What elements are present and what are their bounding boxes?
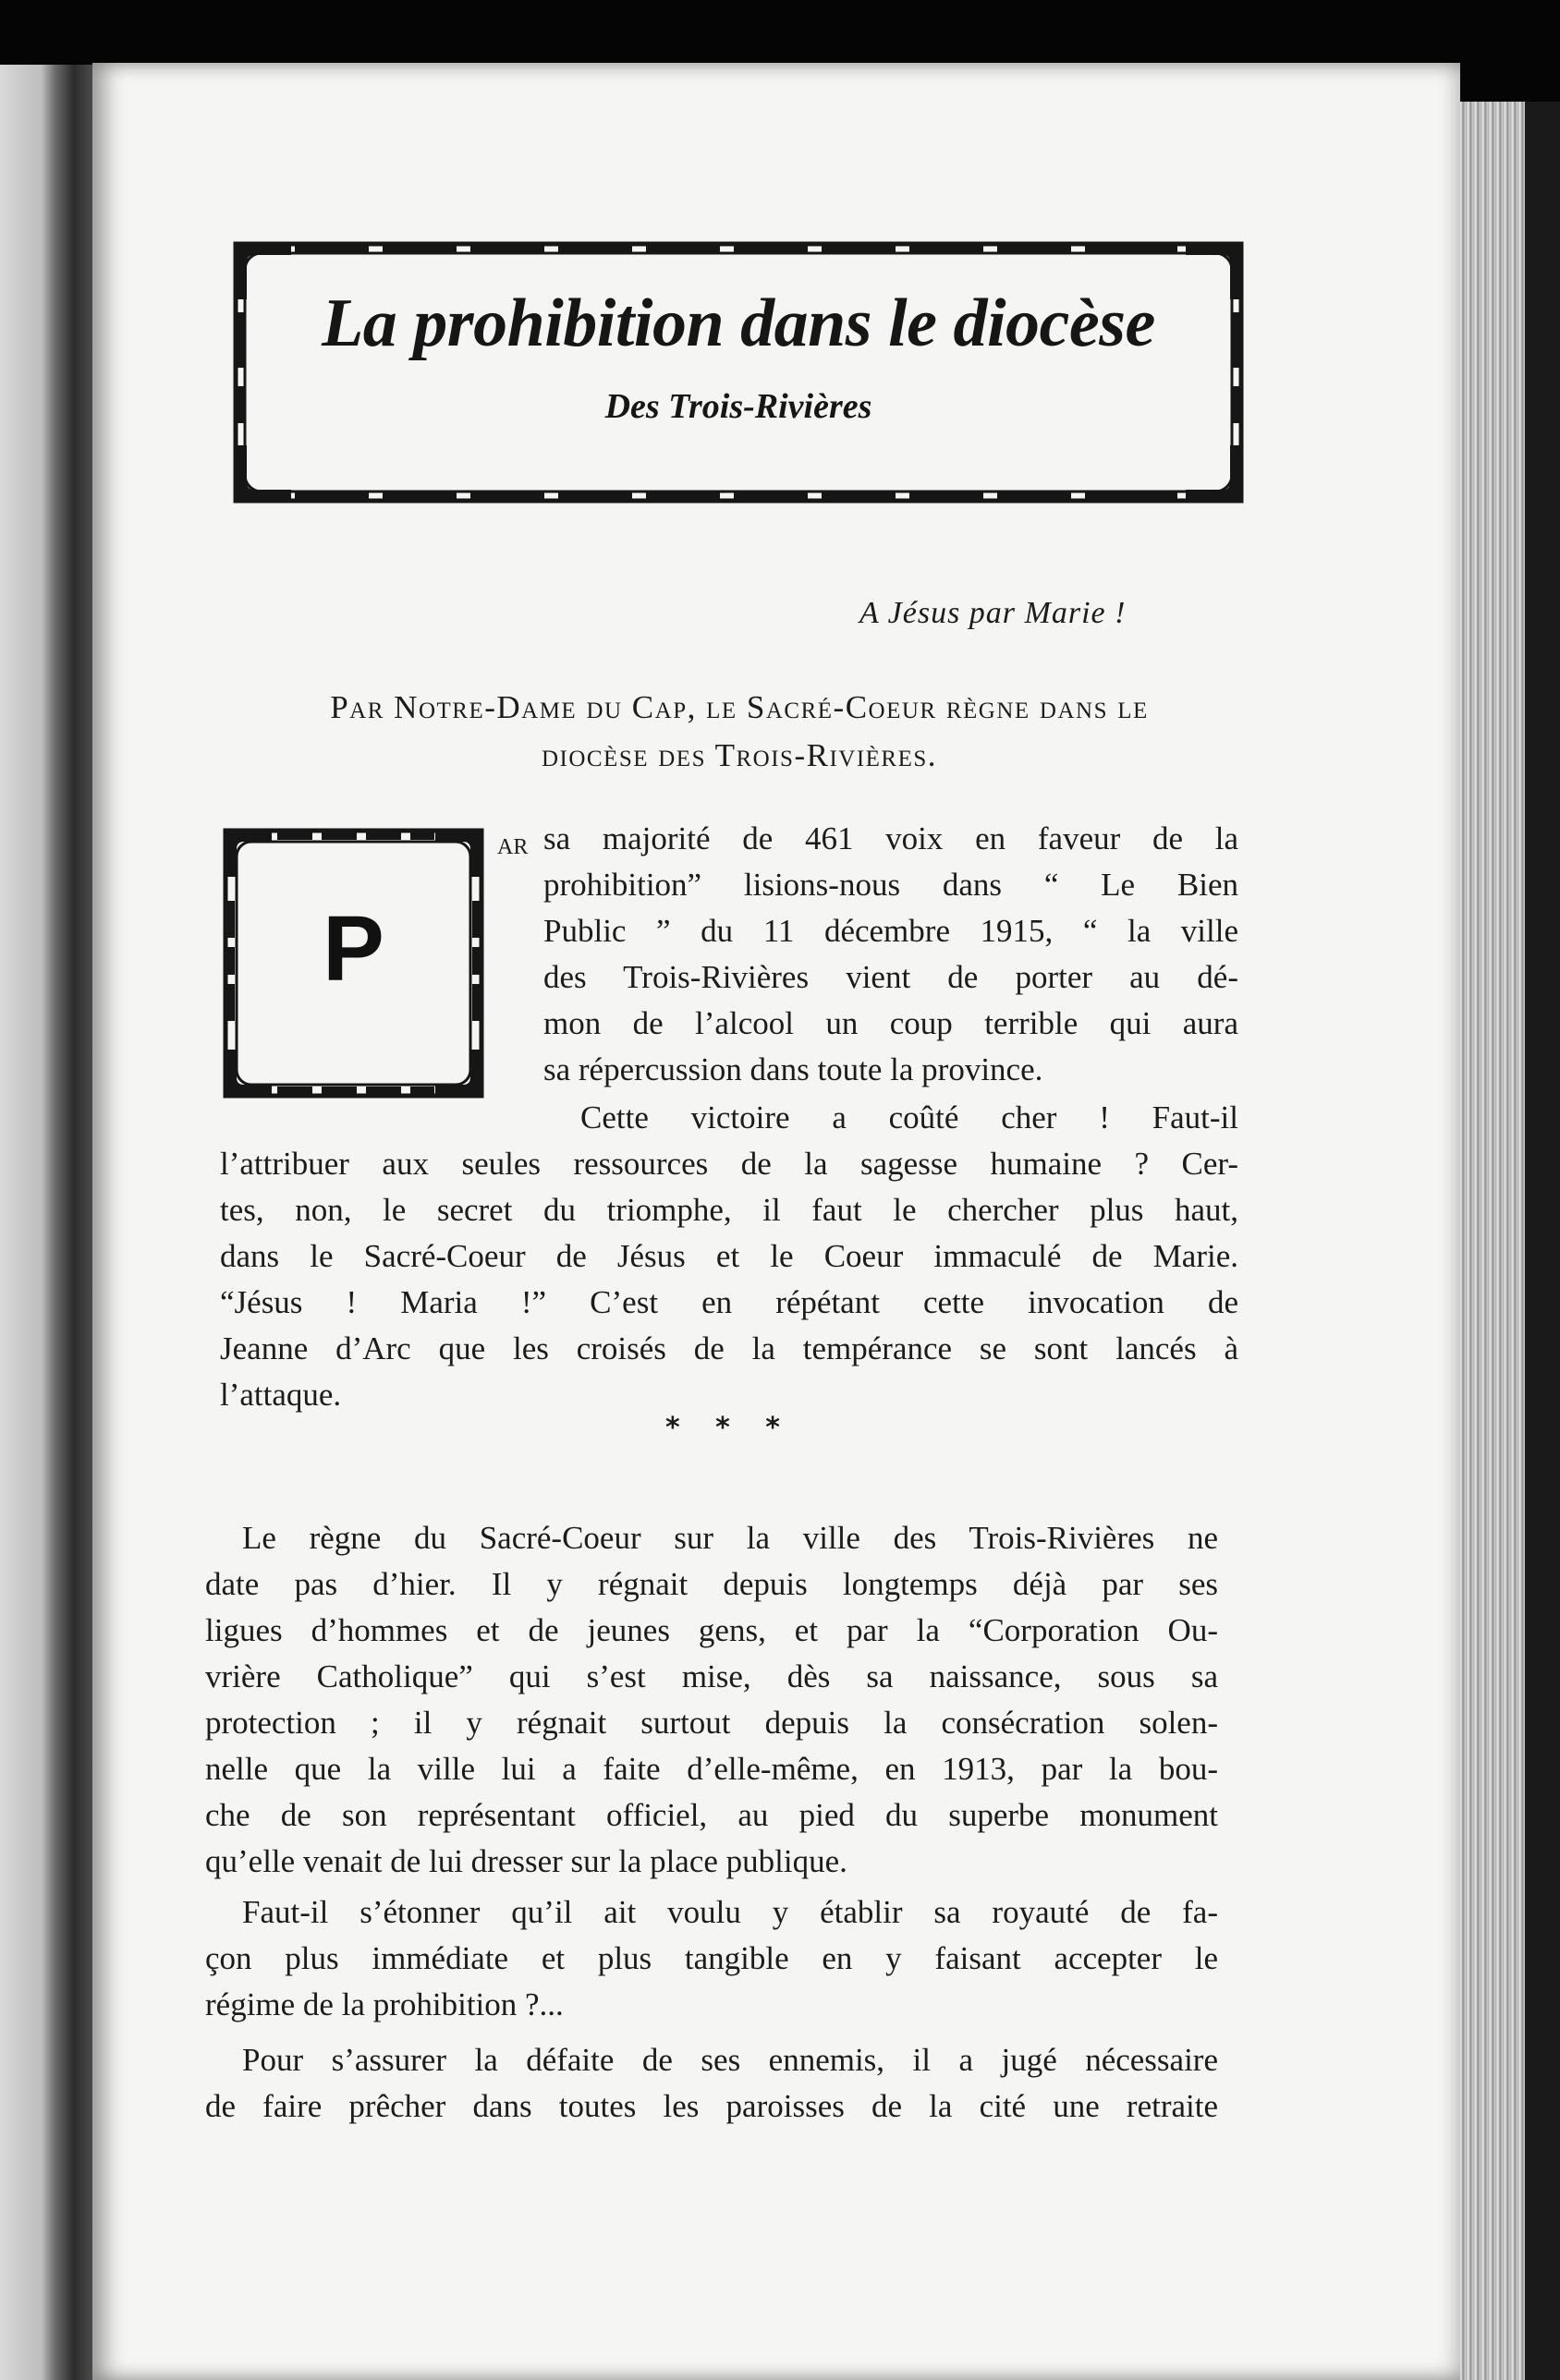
text-line: dans le Sacré-Coeur de Jésus et le Coeur immaculé de Marie. bbox=[220, 1238, 1238, 1274]
page-subtitle: Des Trois-Rivières bbox=[604, 387, 872, 426]
heading-line: diocèse des Trois-Rivières. bbox=[541, 737, 938, 773]
text-line: Public ” du 11 décembre 1915, “ la ville bbox=[543, 913, 1238, 949]
text-line: che de son représentant officiel, au pied du superbe monument bbox=[205, 1797, 1218, 1833]
section-heading bbox=[185, 684, 1294, 780]
text-line: date pas d’hier. Il y régnait depuis longtemps déjà par ses bbox=[205, 1566, 1218, 1602]
heading-line: Par Notre-Dame du Cap, le Sacré-Coeur règne dans le bbox=[330, 689, 1149, 725]
page-title: La prohibition dans le diocèse bbox=[322, 285, 1155, 361]
binding-shadow bbox=[0, 65, 102, 2380]
page-edge-dark bbox=[1525, 102, 1560, 2380]
text-line: vrière Catholique” qui s’est mise, dès sa naissance, sous sa bbox=[205, 1658, 1218, 1694]
text-line: Cette victoire a coûté cher ! Faut-il bbox=[580, 1099, 1238, 1135]
page-edges bbox=[1451, 102, 1525, 2380]
drop-cap-letter: P bbox=[323, 897, 384, 1001]
text-line: sa majorité de 461 voix en faveur de la bbox=[543, 820, 1238, 856]
text-line: nelle que la ville lui a faite d’elle-même, en 1913, par la bou- bbox=[205, 1751, 1218, 1787]
drop-cap-continuation: ar bbox=[497, 827, 529, 861]
text-line: Pour s’assurer la défaite de ses ennemis, il a jugé nécessaire bbox=[242, 2042, 1218, 2078]
text-line: des Trois-Rivières vient de porter au dé- bbox=[543, 959, 1238, 995]
text-line: “Jésus ! Maria !” C’est en répétant cette invocation de bbox=[220, 1284, 1238, 1320]
text-line: Le règne du Sacré-Coeur sur la ville des Trois-Rivières ne bbox=[242, 1520, 1218, 1556]
motto: A Jésus par Marie ! bbox=[859, 596, 1127, 630]
text-line: Faut-il s’étonner qu’il ait voulu y établir sa royauté de fa- bbox=[242, 1894, 1218, 1930]
text-line: prohibition” lisions-nous dans “ Le Bien bbox=[543, 867, 1238, 903]
text-line: l’attribuer aux seules ressources de la sagesse humaine ? Cer- bbox=[220, 1146, 1238, 1182]
title-frame bbox=[230, 238, 1247, 506]
title-border-ornament bbox=[230, 238, 1247, 506]
text-line: ligues d’hommes et de jeunes gens, et par la “Corporation Ou- bbox=[205, 1612, 1218, 1648]
text-line: de faire prêcher dans toutes les paroisses de la cité une retraite bbox=[205, 2088, 1218, 2124]
text-line: sa répercussion dans toute la province. bbox=[543, 1051, 1043, 1087]
text-line: mon de l’alcool un coup terrible qui aura bbox=[543, 1005, 1238, 1041]
text-line: Jeanne d’Arc que les croisés de la tempérance se sont lancés à bbox=[220, 1330, 1238, 1366]
text-line: qu’elle venait de lui dresser sur la place publique. bbox=[205, 1843, 847, 1879]
drop-cap-frame bbox=[222, 827, 485, 1099]
text-line: çon plus immédiate et plus tangible en y faisant accepter le bbox=[205, 1940, 1218, 1976]
text-line: régime de la prohibition ?... bbox=[205, 1986, 564, 2022]
section-separator: * * * bbox=[665, 1412, 793, 1444]
text-line: l’attaque. bbox=[220, 1377, 342, 1413]
text-line: tes, non, le secret du triomphe, il faut le chercher plus haut, bbox=[220, 1192, 1238, 1228]
text-line: protection ; il y régnait surtout depuis la consécration solen- bbox=[205, 1705, 1218, 1741]
